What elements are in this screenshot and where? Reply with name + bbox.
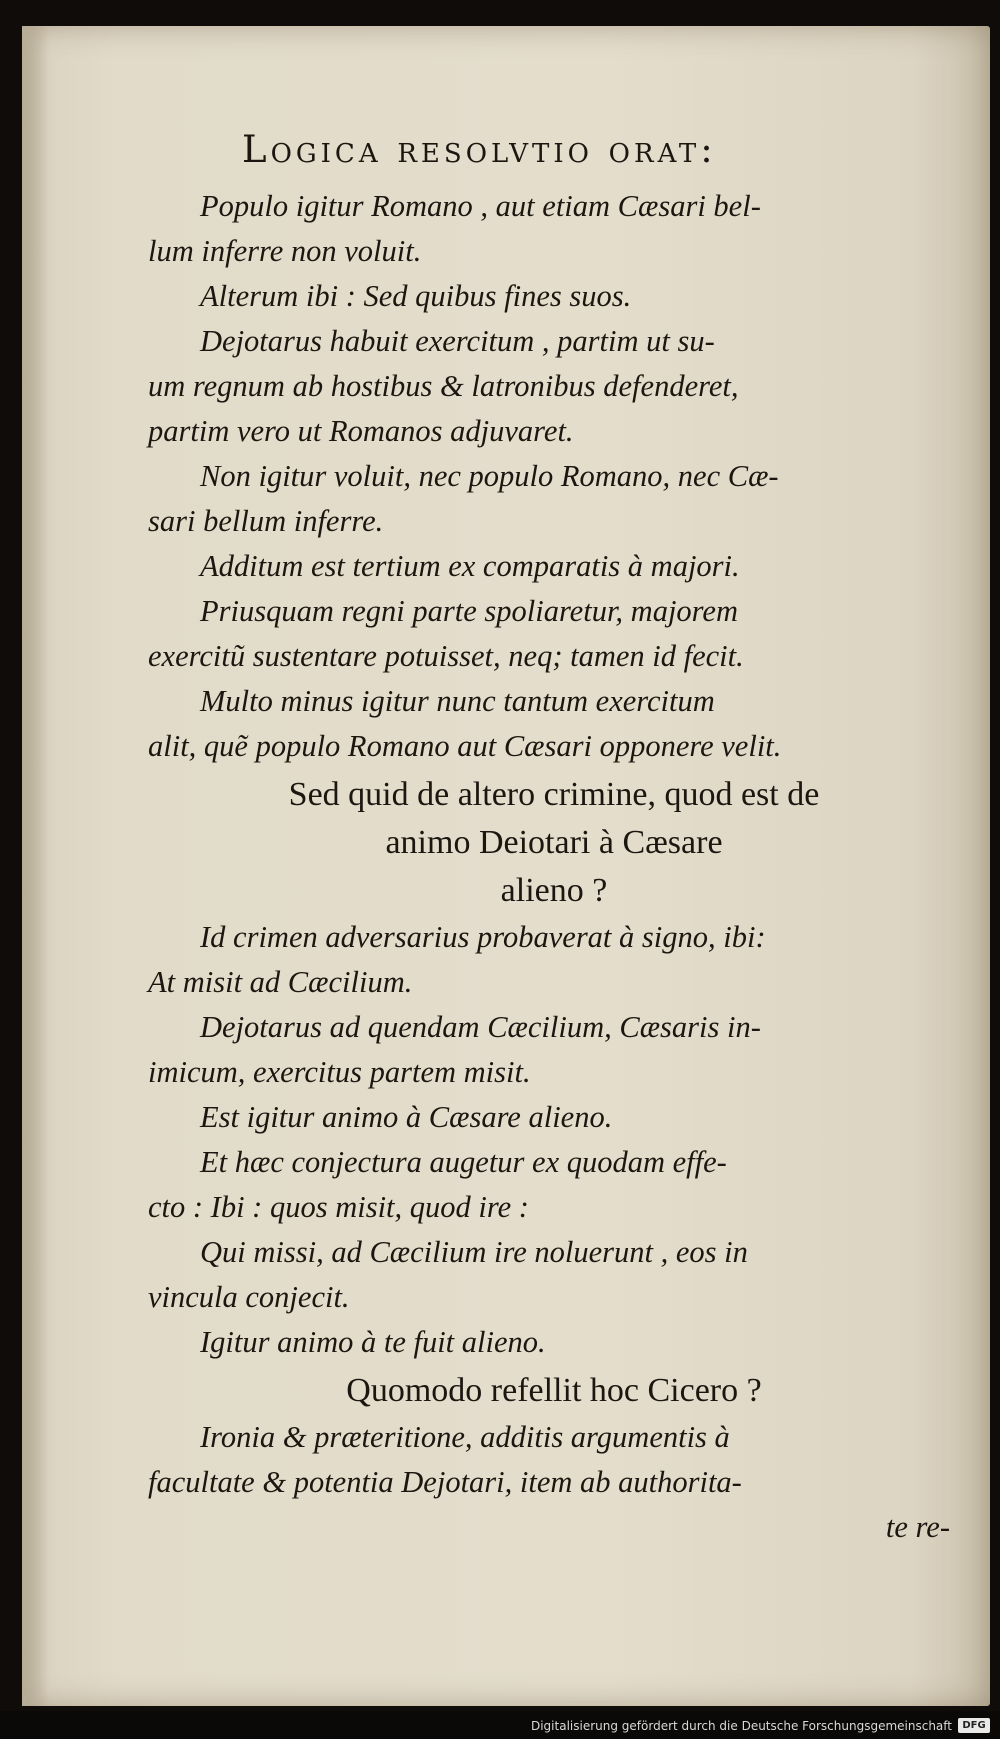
question-heading: Sed quid de altero crimine, quod est de — [288, 776, 820, 814]
text-line: Et hæc conjectura augetur ex quodam effe- — [200, 1145, 727, 1180]
text-line: Id crimen adversarius probaverat à signo, ibi: — [200, 920, 766, 955]
text-line: exercitũ sustentare potuisset, neq; tamen id fecit. — [148, 639, 744, 674]
text-line: Populo igitur Romano , aut etiam Cæsari bel- — [200, 189, 761, 224]
text-line: Qui missi, ad Cæcilium ire noluerunt , eos in — [200, 1235, 748, 1270]
text-line: vincula conjecit. — [148, 1280, 350, 1315]
text-line: Additum est tertium ex comparatis à majori. — [200, 549, 740, 584]
text-line: Dejotarus habuit exercitum , partim ut su- — [200, 324, 715, 359]
text-line: facultate & potentia Dejotari, item ab authorita- — [148, 1465, 742, 1500]
text-line: Non igitur voluit, nec populo Romano, nec Cæ- — [200, 459, 779, 494]
text-line: alit, quẽ populo Romano aut Cæsari opponere velit. — [148, 729, 782, 764]
text-line: At misit ad Cæcilium. — [148, 965, 413, 1000]
text-lines — [148, 184, 960, 1550]
question-heading: animo Deiotari à Cæsare — [385, 824, 723, 862]
footer-bar — [0, 1711, 1000, 1739]
text-line: um regnum ab hostibus & latronibus defenderet, — [148, 369, 739, 404]
text-line: Est igitur animo à Cæsare alieno. — [200, 1100, 613, 1135]
question-heading: Quomodo refellit hoc Cicero ? — [346, 1372, 762, 1410]
text-line: Ironia & præteritione, additis argumentis à — [200, 1420, 730, 1455]
page-text — [148, 126, 960, 1550]
text-line: Igitur animo à te fuit alieno. — [200, 1325, 546, 1360]
digitization-credit: Digitalisierung gefördert durch die Deutsche Forschungsgemeinschaft — [530, 1719, 952, 1733]
text-line: Priusquam regni parte spoliaretur, majorem — [200, 594, 738, 629]
text-line: lum inferre non voluit. — [148, 234, 422, 269]
text-line: te re- — [885, 1510, 950, 1545]
text-line: partim vero ut Romanos adjuvaret. — [148, 414, 574, 449]
text-line: Dejotarus ad quendam Cæcilium, Cæsaris in- — [200, 1010, 761, 1045]
text-line: Alterum ibi : Sed quibus fines suos. — [200, 279, 632, 314]
text-line: imicum, exercitus partem misit. — [148, 1055, 531, 1090]
question-heading: alieno ? — [500, 872, 608, 910]
dfg-logo-icon: DFG — [958, 1718, 990, 1733]
text-line: cto : Ibi : quos misit, quod ire : — [148, 1190, 529, 1225]
running-head: Logica resolvtio orat: — [242, 128, 717, 171]
book-page — [22, 26, 990, 1706]
text-line: sari bellum inferre. — [148, 504, 384, 539]
text-line: Multo minus igitur nunc tantum exercitum — [200, 684, 715, 719]
